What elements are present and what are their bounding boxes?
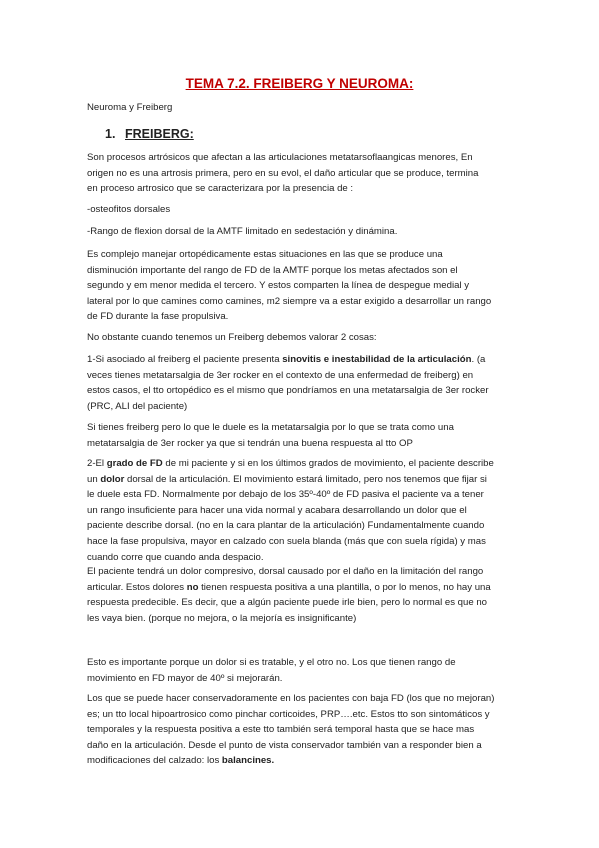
paragraph — [87, 150, 517, 197]
paragraph-line: metatarsalgia de 3er rocker ya que si tendrán una buena respuesta al tto OP — [87, 437, 413, 449]
paragraph — [87, 456, 517, 565]
paragraph-line: modificaciones del calzado: los balancines. — [87, 755, 275, 767]
document-subtitle: Neuroma y Freiberg — [87, 102, 173, 113]
paragraph-line: estos casos, el tto ortopédico es el mismo que pondríamos en una metatarsalgia de 3er rocker — [87, 385, 489, 397]
paragraph-line: Si tienes freiberg pero lo que le duele es la metatarsalgia por lo que se trata como una — [87, 422, 454, 433]
paragraph-line: articular. Estos dolores no tienen respuesta positiva a una plantilla, o por lo menos, no hay una — [87, 581, 491, 593]
paragraph-line: paciente describe dorsal. (no en la cara plantar de la articulación) Fundamentalmente cuando — [87, 520, 485, 532]
paragraph — [87, 202, 517, 218]
paragraph — [87, 655, 517, 686]
paragraph-line: lateral por lo que camines como camines, m2 siempre va a estar exigido a desarrollar un rango — [87, 295, 492, 307]
paragraph-line: daño en la articulación. Desde el punto de vista conservador también van a responder bien a — [87, 739, 482, 751]
paragraph-line: El paciente tendrá un dolor compresivo, dorsal causado por el daño en la limitación del rango — [87, 566, 484, 577]
document-title: TEMA 7.2. FREIBERG Y NEUROMA: — [185, 76, 414, 91]
paragraph — [87, 330, 517, 346]
section-title: FREIBERG: — [125, 127, 194, 141]
paragraph-line: respuesta predecible. Es decir, que a algún paciente puede irle bien, pero lo normal es que no — [87, 597, 488, 609]
paragraph-line: en proceso artrosico que se caracterizara por la presencia de : — [87, 183, 354, 195]
section-heading — [105, 127, 194, 141]
paragraph — [87, 247, 517, 325]
paragraph-line: origen no es una artrosis primera, pero en su evol, el daño articular que se produce, termina — [87, 167, 479, 179]
paragraph-line: le duele esta FD. Normalmente por debajo de los 35º-40º de FD pasiva el paciente va a tener — [87, 489, 484, 501]
paragraph-line: -osteofitos dorsales — [87, 204, 171, 215]
paragraph-line: 1-Si asociado al freiberg el paciente presenta sinovitis e inestabilidad de la articulación. (a — [87, 354, 486, 365]
section-number: 1. — [105, 127, 116, 141]
paragraph — [87, 352, 517, 414]
paragraph-line: es; un tto local hipoartrosico como pinchar corticoides, PRP….etc. Estos tto son sintomáticos y — [87, 708, 490, 720]
paragraph-line: 2-El grado de FD de mi paciente y si en los últimos grados de movimiento, el paciente describe — [87, 458, 494, 469]
paragraph-line: movimiento en FD mayor de 40º si mejorarán. — [87, 672, 283, 684]
paragraph-line: disminución importante del rango de FD de la AMTF porque los metas afectados son el — [87, 264, 458, 276]
paragraph-line: de FD durante la fase propulsiva. — [87, 311, 229, 323]
paragraph — [87, 224, 517, 240]
paragraph-line: cuando corre que cuando anda despacio. — [87, 551, 264, 563]
paragraph — [87, 564, 517, 626]
paragraph-line: -Rango de flexion dorsal de la AMTF limitado en sedestación y dinámina. — [87, 226, 398, 237]
paragraph-line: les vaya bien. (porque no mejora, o la mejoría es insignificante) — [87, 612, 357, 624]
paragraph — [87, 420, 517, 451]
paragraph-line: un dolor dorsal de la articulación. El movimiento estará limitado, pero nos tenemos que fijar si — [87, 473, 487, 485]
paragraph-line: segundo y em menor medida el tercero. Y estos comparten la línea de despegue medial y — [87, 280, 470, 292]
paragraph-line: temporales y la respuesta positiva a este tto también será temporal hasta que se hace mas — [87, 724, 475, 736]
paragraph-line: veces tienes metatarsalgia de 3er rocker en el contexto de una enfermedad de freiberg) en — [87, 369, 474, 381]
paragraph — [87, 691, 517, 769]
paragraph-line: Es complejo manejar ortopédicamente estas situaciones en las que se produce una — [87, 249, 443, 260]
paragraph-line: No obstante cuando tenemos un Freiberg debemos valorar 2 cosas: — [87, 332, 377, 343]
paragraph-line: hace la fase propulsiva, mayor en calzado con suela blanda (más que con suela rígida) y mas — [87, 535, 486, 547]
paragraph-line: Esto es importante porque un dolor si es tratable, y el otro no. Los que tienen rango de — [87, 657, 456, 668]
paragraph-line: Son procesos artrósicos que afectan a las articulaciones metatarsoflaangicas menores, En — [87, 152, 473, 163]
paragraph-line: un rango insuficiente para hacer una vida normal y acabara desarrollando un dolor que el — [87, 504, 467, 516]
paragraph-line: (PRC, ALI del paciente) — [87, 400, 188, 412]
paragraph-line: Los que se puede hacer conservadoramente en los pacientes con baja FD (los que no mejoran) — [87, 693, 495, 704]
